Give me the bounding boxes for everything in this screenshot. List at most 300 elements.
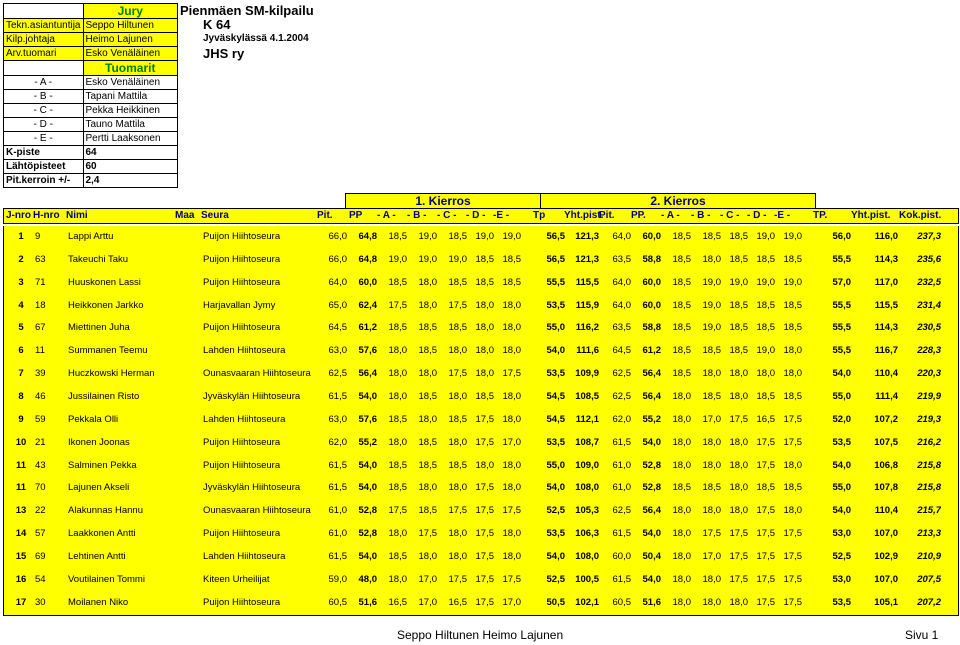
cell-yht-pist-13: 112,1 <box>575 413 599 425</box>
cell-d-10: 18,0 <box>475 368 494 380</box>
cell-e-11: 18,0 <box>502 322 521 334</box>
cell-c-9: 18,0 <box>448 482 467 494</box>
cell-yht-pist-22: 107,2 <box>874 413 898 425</box>
column-header-pit-5: Pit. <box>317 210 333 221</box>
cell-pit-5: 61,5 <box>328 390 347 402</box>
cell-pp-6: 52,8 <box>358 528 377 540</box>
cell-e-11: 18,0 <box>502 482 521 494</box>
cell-e-11: 18,0 <box>502 345 521 357</box>
cell-seura-4: Puijon Hiihtoseura <box>203 276 281 288</box>
cell-pit-14: 61,5 <box>612 528 631 540</box>
cell-h-nro-1: 46 <box>35 390 46 402</box>
cell-pit-5: 61,5 <box>328 482 347 494</box>
cell-tp-21: 53,5 <box>832 436 851 448</box>
cell-a-7: 18,5 <box>388 482 407 494</box>
cell-c-18: 18,5 <box>729 253 748 265</box>
cell-e-20: 18,0 <box>783 345 802 357</box>
cell-tp-21: 53,5 <box>832 596 851 608</box>
judge-label: - B - <box>4 90 84 104</box>
column-header-maa-3: Maa <box>175 210 195 221</box>
cell-pit-14: 64,0 <box>612 231 631 242</box>
cell-a-16: 18,0 <box>672 459 691 471</box>
cell-tp-21: 55,0 <box>832 482 851 494</box>
cell-seura-4: Puijon Hiihtoseura <box>203 528 281 540</box>
cell-b-8: 18,5 <box>418 322 437 334</box>
cell-d-10: 17,5 <box>475 413 494 425</box>
cell-b-8: 19,0 <box>418 231 437 242</box>
cell-c-9: 17,5 <box>448 573 467 585</box>
cell-nimi-2: Heikkonen Jarkko <box>68 299 144 311</box>
cell-tp-12: 53,5 <box>546 436 565 448</box>
cell-h-nro-1: 9 <box>35 231 41 242</box>
result-row <box>3 477 959 501</box>
cell-kok-pist-23: 215,7 <box>917 505 941 517</box>
cell-d-19: 19,0 <box>756 276 775 288</box>
cell-j-nro-0: 3 <box>18 276 24 288</box>
cell-e-11: 17,5 <box>502 505 521 517</box>
cell-b-17: 17,0 <box>702 550 721 562</box>
cell-j-nro-0: 13 <box>15 505 27 517</box>
cell-j-nro-0: 14 <box>15 528 27 540</box>
cell-pit-14: 61,0 <box>612 482 631 494</box>
cell-b-8: 17,0 <box>418 573 437 585</box>
cell-b-17: 18,0 <box>702 596 721 608</box>
cell-d-19: 18,5 <box>756 299 775 311</box>
cell-b-17: 17,0 <box>702 413 721 425</box>
cell-tp-21: 55,5 <box>832 253 851 265</box>
cell-seura-4: Puijon Hiihtoseura <box>203 436 281 448</box>
cell-pit-14: 61,0 <box>612 459 631 471</box>
column-header-h-nro-1: H-nro <box>33 210 60 221</box>
cell-b-17: 18,5 <box>702 231 721 242</box>
result-row <box>3 455 959 479</box>
cell-e-11: 18,0 <box>502 528 521 540</box>
param-value: 64 <box>83 146 178 160</box>
cell-kok-pist-23: 213,3 <box>917 528 941 540</box>
cell-a-16: 18,0 <box>672 573 691 585</box>
cell-e-20: 19,0 <box>783 231 802 242</box>
cell-a-16: 18,5 <box>672 299 691 311</box>
cell-h-nro-1: 67 <box>35 322 46 334</box>
column-header-d-19: - D - <box>747 210 767 221</box>
cell-nimi-2: Pekkala Olli <box>68 413 119 425</box>
cell-c-18: 18,0 <box>729 390 748 402</box>
cell-j-nro-0: 9 <box>18 413 24 425</box>
cell-yht-pist-22: 107,5 <box>874 436 898 448</box>
cell-e-20: 17,5 <box>783 550 802 562</box>
cell-tp-12: 53,5 <box>546 528 565 540</box>
cell-c-18: 18,5 <box>729 299 748 311</box>
cell-e-20: 17,5 <box>783 413 802 425</box>
cell-d-19: 18,5 <box>756 253 775 265</box>
cell-yht-pist-22: 117,0 <box>874 276 898 288</box>
cell-yht-pist-13: 115,9 <box>575 299 599 311</box>
result-row <box>3 317 959 341</box>
cell-pit-5: 61,0 <box>328 505 347 517</box>
column-header-pp-6: PP <box>349 210 363 221</box>
cell-a-7: 18,5 <box>388 231 407 242</box>
param-value: 60 <box>83 160 178 174</box>
cell-b-8: 18,0 <box>418 482 437 494</box>
cell-d-10: 17,5 <box>475 528 494 540</box>
cell-d-10: 17,5 <box>475 596 494 608</box>
cell-pit-5: 62,5 <box>328 368 347 380</box>
column-header-c-9: - C - <box>437 210 457 221</box>
cell-d-10: 18,5 <box>475 390 494 402</box>
cell-yht-pist-13: 100,5 <box>575 573 599 585</box>
cell-seura-4: Ounasvaaran Hiihtoseura <box>203 368 311 380</box>
judge-name: Esko Venäläinen <box>83 76 178 90</box>
cell-pp-15: 61,2 <box>642 345 661 357</box>
cell-a-7: 18,5 <box>388 322 407 334</box>
cell-e-20: 17,5 <box>783 573 802 585</box>
cell-b-17: 18,5 <box>702 345 721 357</box>
cell-b-17: 18,5 <box>702 390 721 402</box>
result-row <box>3 272 959 296</box>
cell-e-11: 17,0 <box>502 436 521 448</box>
cell-yht-pist-13: 108,0 <box>575 482 599 494</box>
cell-e-11: 18,0 <box>502 413 521 425</box>
cell-yht-pist-13: 106,3 <box>575 528 599 540</box>
cell-yht-pist-22: 116,7 <box>874 345 898 357</box>
jury-heading: Jury <box>83 4 178 19</box>
cell-e-20: 18,5 <box>783 390 802 402</box>
cell-pit-5: 61,0 <box>328 528 347 540</box>
cell-d-10: 17,5 <box>475 482 494 494</box>
cell-d-10: 18,0 <box>475 322 494 334</box>
judge-label: - C - <box>4 104 84 118</box>
cell-pit-14: 61,5 <box>612 573 631 585</box>
cell-yht-pist-22: 114,3 <box>874 322 898 334</box>
cell-yht-pist-22: 105,1 <box>874 596 898 608</box>
cell-d-10: 18,5 <box>475 276 494 288</box>
cell-c-18: 17,5 <box>729 413 748 425</box>
cell-e-20: 17,5 <box>783 596 802 608</box>
cell-yht-pist-13: 121,3 <box>575 231 599 242</box>
cell-pit-5: 62,0 <box>328 436 347 448</box>
cell-j-nro-0: 5 <box>18 322 24 334</box>
cell-h-nro-1: 59 <box>35 413 46 425</box>
cell-a-7: 18,0 <box>388 390 407 402</box>
cell-c-9: 17,5 <box>448 368 467 380</box>
cell-seura-4: Lahden Hiihtoseura <box>203 345 286 357</box>
cell-h-nro-1: 30 <box>35 596 46 608</box>
cell-c-18: 18,0 <box>729 459 748 471</box>
cell-seura-4: Puijon Hiihtoseura <box>203 459 281 471</box>
cell-tp-12: 53,5 <box>546 299 565 311</box>
cell-a-7: 16,5 <box>388 596 407 608</box>
cell-b-17: 19,0 <box>702 322 721 334</box>
cell-b-17: 18,0 <box>702 573 721 585</box>
cell-pit-5: 64,0 <box>328 276 347 288</box>
cell-a-16: 18,5 <box>672 482 691 494</box>
cell-d-19: 17,5 <box>756 573 775 585</box>
cell-c-18: 18,5 <box>729 231 748 242</box>
cell-b-8: 18,5 <box>418 505 437 517</box>
cell-a-16: 18,0 <box>672 413 691 425</box>
judge-name: Tauno Mattila <box>83 118 178 132</box>
column-header-j-nro-0: J-nro <box>6 210 31 221</box>
cell-e-20: 18,0 <box>783 459 802 471</box>
cell-c-9: 18,0 <box>448 528 467 540</box>
cell-pp-15: 52,8 <box>642 459 661 471</box>
result-row <box>3 386 959 410</box>
cell-c-18: 18,0 <box>729 482 748 494</box>
cell-j-nro-0: 15 <box>15 550 27 562</box>
cell-b-8: 17,0 <box>418 596 437 608</box>
cell-pp-6: 55,2 <box>358 436 377 448</box>
cell-e-20: 17,5 <box>783 436 802 448</box>
cell-nimi-2: Moilanen Niko <box>68 596 129 608</box>
judge-label: - A - <box>4 76 84 90</box>
judge-name: Pekka Heikkinen <box>83 104 178 118</box>
result-row <box>3 432 959 456</box>
cell-a-16: 18,0 <box>672 505 691 517</box>
cell-seura-4: Harjavallan Jymy <box>203 299 276 311</box>
cell-j-nro-0: 11 <box>15 482 27 494</box>
cell-yht-pist-13: 105,3 <box>575 505 599 517</box>
cell-a-7: 18,0 <box>388 528 407 540</box>
cell-pit-14: 60,0 <box>612 550 631 562</box>
cell-c-18: 18,0 <box>729 505 748 517</box>
cell-kok-pist-23: 237,3 <box>917 231 941 242</box>
cell-h-nro-1: 63 <box>35 253 46 265</box>
cell-pp-6: 64,8 <box>358 231 377 242</box>
cell-h-nro-1: 70 <box>35 482 46 494</box>
cell-a-7: 18,0 <box>388 368 407 380</box>
cell-pp-15: 58,8 <box>642 322 661 334</box>
cell-b-8: 18,5 <box>418 436 437 448</box>
column-header-c-18: - C - <box>720 210 740 221</box>
cell-pit-5: 60,5 <box>328 596 347 608</box>
cell-e-20: 19,0 <box>783 276 802 288</box>
cell-yht-pist-13: 115,5 <box>575 276 599 288</box>
cell-tp-12: 56,5 <box>546 253 565 265</box>
cell-pit-14: 60,5 <box>612 596 631 608</box>
cell-e-20: 18,5 <box>783 299 802 311</box>
result-row <box>3 592 959 616</box>
param-label: Pit.kerroin +/- <box>4 174 84 188</box>
cell-seura-4: Kiteen Urheilijat <box>203 573 270 585</box>
cell-c-9: 17,5 <box>448 505 467 517</box>
cell-j-nro-0: 4 <box>18 299 24 311</box>
cell-d-19: 19,0 <box>756 345 775 357</box>
cell-e-20: 18,0 <box>783 505 802 517</box>
cell-yht-pist-22: 116,0 <box>874 231 898 242</box>
cell-kok-pist-23: 235,6 <box>917 253 941 265</box>
column-header-pp-15: PP. <box>631 210 646 221</box>
cell-pp-6: 61,2 <box>358 322 377 334</box>
result-row <box>3 500 959 524</box>
cell-b-8: 18,0 <box>418 276 437 288</box>
jury-value: Heimo Lajunen <box>83 33 178 47</box>
cell-c-18: 18,0 <box>729 436 748 448</box>
cell-a-7: 18,0 <box>388 436 407 448</box>
cell-b-8: 19,0 <box>418 253 437 265</box>
cell-seura-4: Jyväskylän Hiihtoseura <box>203 482 301 494</box>
cell-a-7: 17,5 <box>388 299 407 311</box>
cell-j-nro-0: 7 <box>18 368 24 380</box>
cell-pit-14: 61,5 <box>612 436 631 448</box>
cell-tp-12: 54,5 <box>546 413 565 425</box>
cell-tp-21: 54,0 <box>832 368 851 380</box>
cell-kok-pist-23: 219,3 <box>917 413 941 425</box>
cell-kok-pist-23: 231,4 <box>917 299 941 311</box>
column-header-yht-pist-13: Yht.pist. <box>564 210 604 221</box>
cell-yht-pist-22: 107,0 <box>874 573 898 585</box>
cell-tp-21: 55,5 <box>832 322 851 334</box>
cell-yht-pist-22: 114,3 <box>874 253 898 265</box>
cell-pit-5: 59,0 <box>328 573 347 585</box>
cell-seura-4: Ounasvaaran Hiihtoseura <box>203 505 311 517</box>
cell-pp-15: 55,2 <box>642 413 661 425</box>
cell-nimi-2: Lehtinen Antti <box>68 550 126 562</box>
column-header-e-11: -E - <box>493 210 510 221</box>
cell-e-20: 18,5 <box>783 253 802 265</box>
cell-d-10: 17,5 <box>475 550 494 562</box>
param-value: 2,4 <box>83 174 178 188</box>
cell-tp-21: 53,0 <box>832 573 851 585</box>
cell-kok-pist-23: 219,9 <box>917 390 941 402</box>
judge-label: - D - <box>4 118 84 132</box>
cell-a-7: 19,0 <box>388 253 407 265</box>
cell-h-nro-1: 71 <box>35 276 46 288</box>
cell-j-nro-0: 8 <box>18 390 24 402</box>
cell-pit-14: 63,5 <box>612 253 631 265</box>
cell-tp-21: 52,0 <box>832 413 851 425</box>
cell-nimi-2: Lappi Arttu <box>68 231 114 242</box>
cell-pit-5: 63,0 <box>328 345 347 357</box>
cell-tp-21: 55,5 <box>832 345 851 357</box>
cell-yht-pist-22: 102,9 <box>874 550 898 562</box>
cell-tp-12: 55,0 <box>546 322 565 334</box>
cell-h-nro-1: 57 <box>35 528 46 540</box>
cell-c-18: 18,0 <box>729 368 748 380</box>
cell-seura-4: Jyväskylän Hiihtoseura <box>203 390 301 402</box>
judge-name: Tapani Mattila <box>83 90 178 104</box>
cell-j-nro-0: 2 <box>18 253 24 265</box>
cell-pit-14: 62,0 <box>612 413 631 425</box>
cell-e-11: 18,0 <box>502 459 521 471</box>
cell-pp-6: 56,4 <box>358 368 377 380</box>
cell-pp-6: 62,4 <box>358 299 377 311</box>
jury-label: Kilp.johtaja <box>4 33 84 47</box>
cell-pit-5: 66,0 <box>328 253 347 265</box>
cell-tp-12: 56,5 <box>546 231 565 242</box>
cell-a-16: 18,0 <box>672 528 691 540</box>
cell-d-10: 17,5 <box>475 573 494 585</box>
cell-d-19: 17,5 <box>756 436 775 448</box>
cell-pp-15: 54,0 <box>642 436 661 448</box>
result-row <box>3 569 959 593</box>
cell-c-9: 17,5 <box>448 299 467 311</box>
cell-pp-15: 56,4 <box>642 390 661 402</box>
cell-b-8: 18,0 <box>418 299 437 311</box>
cell-nimi-2: Huuskonen Lassi <box>68 276 141 288</box>
cell-c-18: 18,5 <box>729 345 748 357</box>
cell-a-7: 18,5 <box>388 550 407 562</box>
cell-nimi-2: Huczkowski Herman <box>68 368 155 380</box>
cell-c-9: 18,5 <box>448 231 467 242</box>
column-header-yht-pist-22: Yht.pist. <box>851 210 891 221</box>
column-header-e-20: -E - <box>774 210 791 221</box>
cell-d-10: 18,0 <box>475 299 494 311</box>
cell-yht-pist-13: 108,0 <box>575 550 599 562</box>
cell-seura-4: Puijon Hiihtoseura <box>203 322 281 334</box>
cell-seura-4: Lahden Hiihtoseura <box>203 413 286 425</box>
cell-yht-pist-13: 121,3 <box>575 253 599 265</box>
cell-pp-15: 60,0 <box>642 299 661 311</box>
cell-j-nro-0: 10 <box>15 436 27 448</box>
cell-pp-15: 54,0 <box>642 573 661 585</box>
column-header-b-8: - B - <box>407 210 427 221</box>
cell-h-nro-1: 54 <box>35 573 46 585</box>
cell-pp-6: 57,6 <box>358 413 377 425</box>
cell-c-9: 18,5 <box>448 276 467 288</box>
cell-d-10: 17,5 <box>475 436 494 448</box>
cell-tp-12: 52,5 <box>546 505 565 517</box>
cell-pp-15: 60,0 <box>642 276 661 288</box>
cell-c-9: 18,5 <box>448 413 467 425</box>
result-row <box>3 523 959 547</box>
cell-pit-5: 63,0 <box>328 413 347 425</box>
cell-j-nro-0: 16 <box>15 573 27 585</box>
cell-e-20: 17,5 <box>783 528 802 540</box>
cell-seura-4: Puijon Hiihtoseura <box>203 596 281 608</box>
cell-e-11: 17,0 <box>502 596 521 608</box>
cell-a-16: 18,5 <box>672 253 691 265</box>
cell-tp-21: 55,0 <box>832 390 851 402</box>
cell-j-nro-0: 6 <box>18 345 24 357</box>
cell-yht-pist-13: 108,7 <box>575 436 599 448</box>
cell-nimi-2: Alakunnas Hannu <box>68 505 143 517</box>
cell-nimi-2: Ikonen Joonas <box>68 436 130 448</box>
cell-tp-12: 52,5 <box>546 573 565 585</box>
cell-c-18: 19,0 <box>729 276 748 288</box>
cell-pp-6: 54,0 <box>358 459 377 471</box>
cell-kok-pist-23: 207,2 <box>917 596 941 608</box>
result-row <box>3 340 959 364</box>
cell-c-9: 16,5 <box>448 596 467 608</box>
cell-e-20: 18,0 <box>783 368 802 380</box>
round-2-header: 2. Kierros <box>540 193 816 209</box>
cell-tp-21: 55,5 <box>832 299 851 311</box>
cell-b-17: 18,0 <box>702 253 721 265</box>
column-header-row <box>3 208 959 224</box>
cell-d-19: 17,5 <box>756 550 775 562</box>
cell-b-17: 19,0 <box>702 299 721 311</box>
column-header-b-17: - B - <box>691 210 711 221</box>
cell-a-16: 18,0 <box>672 390 691 402</box>
cell-pp-15: 54,0 <box>642 528 661 540</box>
cell-pp-15: 58,8 <box>642 253 661 265</box>
organizer: JHS ry <box>203 46 245 61</box>
cell-nimi-2: Takeuchi Taku <box>68 253 129 265</box>
cell-h-nro-1: 69 <box>35 550 46 562</box>
cell-b-17: 19,0 <box>702 276 721 288</box>
cell-pit-14: 62,5 <box>612 368 631 380</box>
cell-b-8: 18,5 <box>418 390 437 402</box>
cell-tp-12: 53,5 <box>546 368 565 380</box>
cell-b-17: 18,0 <box>702 368 721 380</box>
cell-seura-4: Puijon Hiihtoseura <box>203 231 281 242</box>
cell-pp-15: 51,6 <box>642 596 661 608</box>
cell-c-9: 18,5 <box>448 459 467 471</box>
cell-b-8: 17,5 <box>418 528 437 540</box>
cell-pit-14: 64,5 <box>612 345 631 357</box>
cell-b-8: 18,0 <box>418 550 437 562</box>
cell-tp-12: 55,5 <box>546 276 565 288</box>
